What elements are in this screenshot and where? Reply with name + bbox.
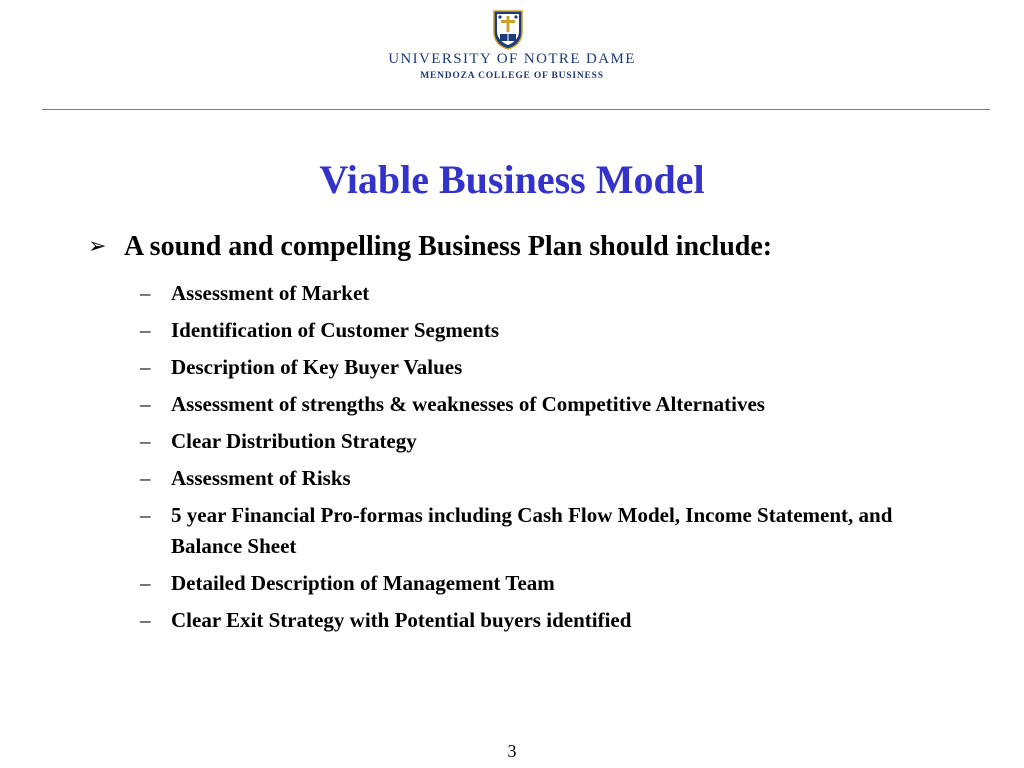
slide-title: Viable Business Model bbox=[319, 157, 705, 202]
list-item bbox=[140, 500, 920, 562]
dash-bullet: – bbox=[140, 503, 151, 527]
list-item-text: Description of Key Buyer Values bbox=[171, 355, 463, 379]
dash-bullet: – bbox=[140, 466, 151, 490]
list-item-text: Assessment of Market bbox=[171, 281, 370, 305]
list-item bbox=[140, 278, 920, 309]
dash-bullet: – bbox=[140, 429, 151, 453]
list-item-text: Assessment of Risks bbox=[171, 466, 351, 490]
list-item-text: 5 year Financial Pro-formas including Cash Flow Model, Income Statement, and Balance Sheet bbox=[171, 503, 893, 558]
list-item bbox=[140, 605, 920, 636]
dash-bullet: – bbox=[140, 392, 151, 416]
dash-bullet: – bbox=[140, 608, 151, 632]
slide-header bbox=[0, 0, 1024, 110]
dash-bullet: – bbox=[140, 281, 151, 305]
main-bullet-text: A sound and compelling Business Plan should include: bbox=[124, 231, 773, 262]
list-item bbox=[140, 426, 920, 457]
list-item-text: Clear Exit Strategy with Potential buyers identified bbox=[171, 608, 632, 632]
header-divider bbox=[42, 109, 990, 110]
list-item-text: Identification of Customer Segments bbox=[171, 318, 500, 342]
list-item bbox=[140, 463, 920, 494]
university-name: UNIVERSITY OF NOTRE DAME bbox=[388, 51, 636, 67]
page-number: 3 bbox=[507, 741, 517, 761]
list-item-text: Clear Distribution Strategy bbox=[171, 429, 417, 453]
list-item bbox=[140, 568, 920, 599]
list-item bbox=[140, 315, 920, 346]
arrow-bullet-icon: ➢ bbox=[88, 234, 107, 259]
dash-bullet: – bbox=[140, 571, 151, 595]
notre-dame-seal-icon bbox=[493, 10, 523, 50]
list-item bbox=[140, 352, 920, 383]
list-item-text: Assessment of strengths & weaknesses of Competitive Alternatives bbox=[171, 392, 765, 416]
list-item-text: Detailed Description of Management Team bbox=[171, 571, 555, 595]
dash-bullet: – bbox=[140, 318, 151, 342]
plan-items-list bbox=[140, 278, 920, 642]
main-bullet bbox=[88, 231, 772, 263]
list-item bbox=[140, 389, 920, 420]
college-name: MENDOZA COLLEGE OF BUSINESS bbox=[420, 71, 604, 81]
dash-bullet: – bbox=[140, 355, 151, 379]
